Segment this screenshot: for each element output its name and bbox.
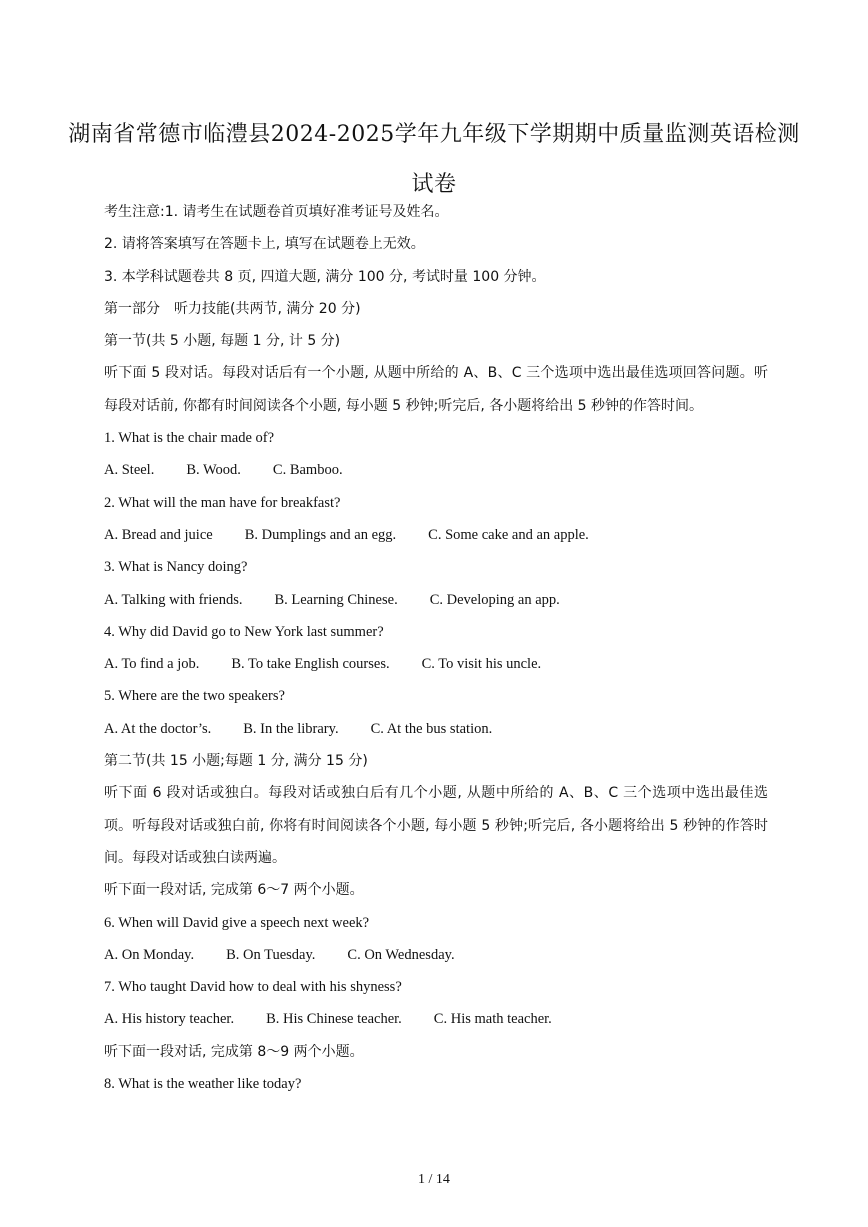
- option-4a: A. To find a job.: [104, 656, 200, 673]
- option-3c: C. Developing an app.: [429, 591, 560, 608]
- note-line-2: 2. 请将答案填写在答题卡上, 填写在试题卷上无效。: [104, 236, 425, 253]
- section1-instructions: 听下面 5 段对话。每段对话后有一个小题, 从题中所给的 A、B、C 三个选项中选出最佳选项回答问题。听每段对话前, 你都有时间阅读各个小题, 每小题 5 秒钟;听完后, 各小题将给出 5 秒钟的作答时间。: [104, 365, 768, 414]
- option-1b: B. Wood.: [186, 462, 241, 479]
- section2-instructions: 听下面 6 段对话或独白。每段对话或独白后有几个小题, 从题中所给的 A、B、C 三个选项中选出最佳选项。听每段对话或独白前, 你将有时间阅读各个小题, 每小题 5 秒钟;听完后, 各小题将给出 5 秒钟的作答时间。每段对话或独白读两遍。: [104, 785, 768, 866]
- exam-title: 湖南省常德市临澧县2024-2025学年九年级下学期期中质量监测英语检测试卷: [68, 122, 800, 197]
- question-2: 2. What will the man have for breakfast?: [104, 494, 341, 511]
- option-7b: B. His Chinese teacher.: [266, 1011, 402, 1028]
- question-4: 4. Why did David go to New York last summer?: [104, 623, 384, 640]
- option-7a: A. His history teacher.: [104, 1011, 235, 1028]
- option-1a: A. Steel.: [104, 462, 155, 479]
- section1-heading: 第一节(共 5 小题, 每题 1 分, 计 5 分): [104, 333, 341, 350]
- option-2c: C. Some cake and an apple.: [428, 526, 589, 543]
- dialog1-intro: 听下面一段对话, 完成第 6～7 两个小题。: [104, 882, 364, 899]
- option-6c: C. On Wednesday.: [347, 946, 455, 963]
- part1-heading: 第一部分 听力技能(共两节, 满分 20 分): [104, 300, 361, 317]
- dialog2-intro: 听下面一段对话, 完成第 8～9 两个小题。: [104, 1043, 364, 1060]
- note-line-1: 考生注意:1. 请考生在试题卷首页填好准考证号及姓名。: [104, 204, 449, 220]
- option-7c: C. His math teacher.: [433, 1011, 552, 1028]
- option-1c: C. Bamboo.: [272, 462, 343, 479]
- option-4b: B. To take English courses.: [231, 656, 390, 673]
- question-7: 7. Who taught David how to deal with his shyness?: [104, 979, 402, 996]
- option-6a: A. On Monday.: [104, 946, 195, 963]
- option-5c: C. At the bus station.: [370, 720, 493, 737]
- option-2b: B. Dumplings and an egg.: [244, 526, 397, 543]
- options-7: [104, 1003, 768, 1035]
- options-6: [104, 939, 768, 971]
- options-1: [104, 454, 768, 486]
- question-8: 8. What is the weather like today?: [104, 1076, 302, 1093]
- option-3b: B. Learning Chinese.: [274, 591, 398, 608]
- question-6: 6. When will David give a speech next week?: [104, 914, 370, 931]
- option-5b: B. In the library.: [243, 720, 339, 737]
- options-5: [104, 713, 768, 745]
- options-3: [104, 584, 768, 616]
- option-3a: A. Talking with friends.: [104, 591, 243, 608]
- option-5a: A. At the doctor’s.: [104, 720, 212, 737]
- section2-heading: 第二节(共 15 小题;每题 1 分, 满分 15 分): [104, 753, 368, 770]
- options-2: [104, 519, 768, 551]
- option-6b: B. On Tuesday.: [226, 946, 316, 963]
- option-2a: A. Bread and juice: [104, 526, 213, 543]
- exam-body: [104, 196, 768, 1100]
- note-line-3: 3. 本学科试题卷共 8 页, 四道大题, 满分 100 分, 考试时量 100 分钟。: [104, 268, 546, 285]
- page-number: 1 / 14: [418, 1172, 450, 1187]
- question-3: 3. What is Nancy doing?: [104, 559, 248, 576]
- options-4: [104, 648, 768, 680]
- option-4c: C. To visit his uncle.: [421, 656, 542, 673]
- question-5: 5. Where are the two speakers?: [104, 688, 285, 705]
- question-1: 1. What is the chair made of?: [104, 430, 275, 447]
